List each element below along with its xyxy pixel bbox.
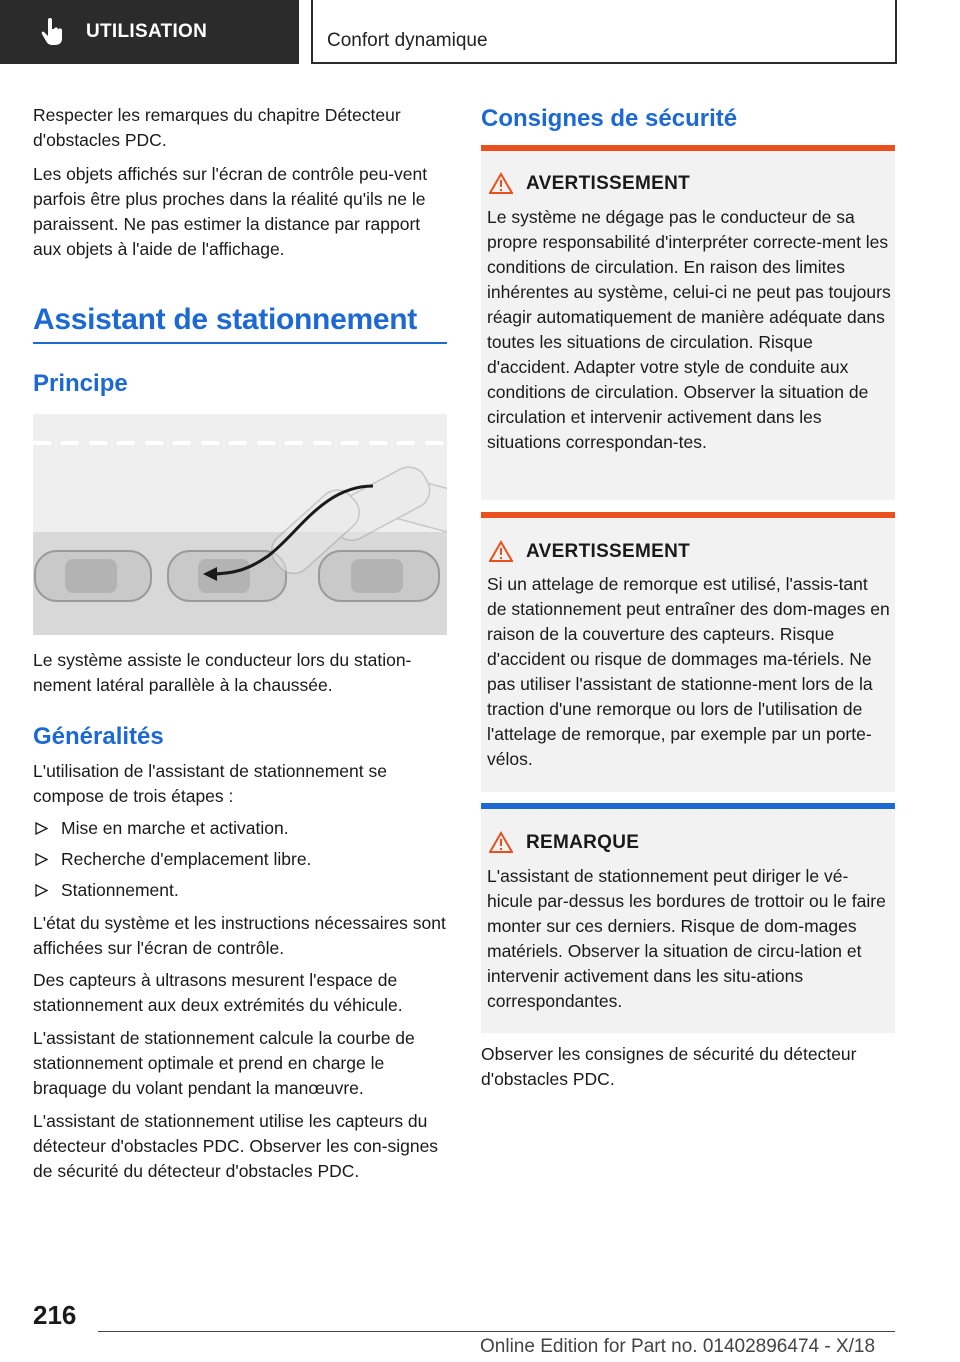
- parking-illustration: [33, 414, 447, 635]
- section-tab: [0, 0, 299, 64]
- warning-title: AVERTISSEMENT: [526, 173, 691, 194]
- parked-car-left: [35, 551, 151, 601]
- note-text: L'assistant de stationnement peut diriger le vé-hicule par-dessus les bordures de trottoir ou le faire monter sur ces derniers. Risque de dom-mages matériels. Observer la situation de circu-lation et intervenir activement dans les situ-ations correspondantes.: [487, 866, 886, 1011]
- figure-caption: Le système assiste le conducteur lors du station-nement latéral parallèle à la chaussée.: [33, 650, 412, 695]
- principe-heading: Principe: [33, 370, 128, 397]
- parked-car-right: [319, 551, 439, 601]
- warning-triangle-icon: [489, 172, 513, 194]
- list-item: Recherche d'emplacement libre.: [33, 847, 447, 878]
- list-item: Stationnement.: [33, 878, 447, 909]
- title-rule: [33, 342, 447, 344]
- pointing-hand-icon: [40, 18, 66, 46]
- bullet-triangle-icon: [35, 884, 48, 897]
- general-heading: Généralités: [33, 723, 164, 750]
- chapter-tab: [311, 0, 897, 64]
- warning-triangle-icon: [489, 831, 513, 853]
- intro-paragraph-1: Respecter les remarques du chapitre Détecteur d'obstacles PDC.: [33, 105, 401, 150]
- warning-box-1: [481, 145, 895, 500]
- note-title: REMARQUE: [526, 832, 640, 853]
- parking-car: [168, 551, 286, 601]
- note-box: [481, 803, 895, 1033]
- steps-list: [33, 816, 447, 909]
- edition-note: Online Edition for Part no. 01402896474 - X/18: [480, 1336, 876, 1357]
- note-bar: [481, 803, 895, 809]
- warning-text: Le système ne dégage pas le conducteur de sa propre responsabilité d'interpréter correcte-ment les conditions de circulation. En raison des limites inhérentes au système, celui-ci ne peut pas toujours réagir automatiquement de manière adéquate dans toutes les situations de circulation. Risque d'accident. Adapter votre style de conduite aux conditions de circulation. Observer la situation de circulation et intervenir activement dans les situations correspondan-tes.: [487, 207, 891, 452]
- chapter-label: Confort dynamique: [327, 30, 488, 51]
- section-label: UTILISATION: [86, 21, 208, 42]
- paragraph-sensors: Des capteurs à ultrasons mesurent l'espace de stationnement aux deux extrémités du véhicule.: [33, 970, 403, 1015]
- intro-paragraph-2: Les objets affichés sur l'écran de contrôle peu-vent parfois être plus proches dans la réalité qu'ils ne le paraissent. Ne pas estimer la distance par rapport aux objets à l'aide de l'affichage.: [33, 164, 428, 259]
- page-title: Assistant de stationnement: [33, 303, 417, 336]
- warning-bar: [481, 145, 895, 151]
- warning-bar: [481, 512, 895, 518]
- general-intro: L'utilisation de l'assistant de stationnement se compose de trois étapes :: [33, 761, 387, 806]
- closing-paragraph: Observer les consignes de sécurité du détecteur d'obstacles PDC.: [481, 1044, 857, 1089]
- parking-diagram: [33, 414, 447, 635]
- warning-text: Si un attelage de remorque est utilisé, l'assis-tant de stationnement peut entraîner des dom-mages en raison de la couverture des capteurs. Risque d'accident ou risque de dommages ma-tériels. Ne pas utiliser l'assistant de stationne-ment lors de la traction d'une remorque ou lors de l'utilisation de l'attelage de remorque, par exemple par un porte-vélos.: [487, 574, 890, 769]
- paragraph-curve: L'assistant de stationnement calcule la courbe de stationnement optimale et prend en charge le braquage du volant pendant la manœuvre.: [33, 1028, 415, 1098]
- safety-heading: Consignes de sécurité: [481, 105, 738, 132]
- warning-box-2: [481, 512, 895, 792]
- footer-rule: [98, 1331, 895, 1332]
- paragraph-pdc: L'assistant de stationnement utilise les capteurs du détecteur d'obstacles PDC. Observer les con-signes de sécurité du détecteur d'obstacles PDC.: [33, 1111, 439, 1181]
- list-item: Mise en marche et activation.: [33, 816, 447, 847]
- page-number: 216: [33, 1300, 77, 1330]
- warning-triangle-icon: [489, 540, 513, 562]
- bullet-triangle-icon: [35, 822, 48, 835]
- paragraph-status: L'état du système et les instructions nécessaires sont affichées sur l'écran de contrôle.: [33, 913, 446, 958]
- warning-title: AVERTISSEMENT: [526, 541, 691, 562]
- bullet-triangle-icon: [35, 853, 48, 866]
